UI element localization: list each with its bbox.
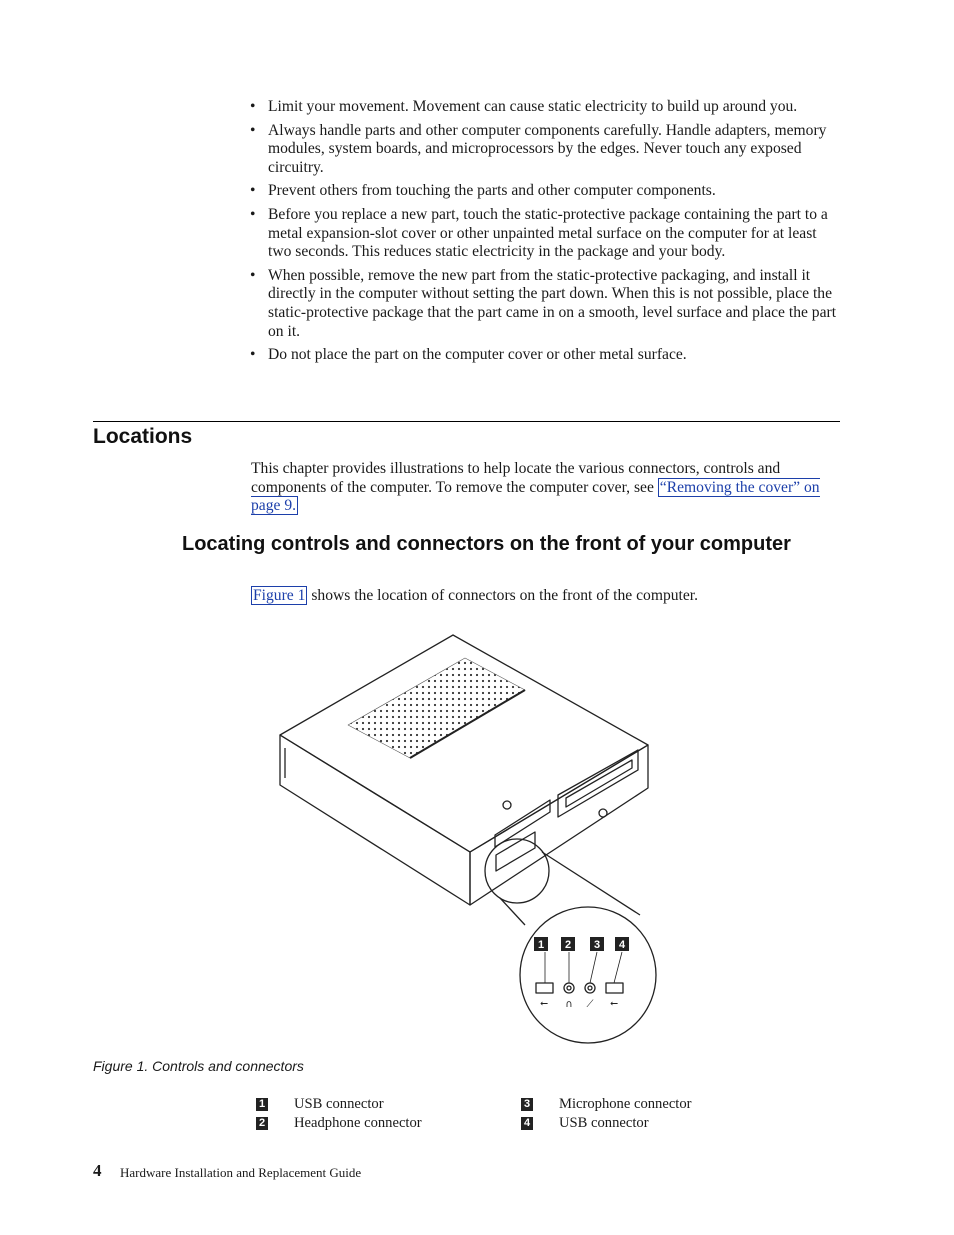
callout-2: 2 — [564, 939, 572, 951]
callout-4: 4 — [618, 939, 626, 951]
legend-number: 2 — [256, 1117, 268, 1130]
usb-symbol-icon: ⭠ — [540, 998, 548, 1009]
microphone-symbol-icon: ⟋ — [586, 999, 594, 1010]
front-port-bay — [496, 832, 535, 871]
list-item: • Before you replace a new part, touch the static-protective package containing the part to a metal expansion-slot cover or other unpainted metal surface on the computer for at least two seconds. This reduces static electricity in the package and your body. — [250, 206, 842, 262]
legend-item — [256, 1114, 422, 1132]
legend-number: 3 — [521, 1098, 533, 1111]
magnified-port-panel — [520, 907, 656, 1043]
intro-text: This chapter provides illustrations to help locate the various connectors, controls and components of the computer. To remove the computer cover, see — [251, 460, 781, 496]
callout-1: 1 — [537, 939, 545, 951]
legend-item — [256, 1095, 384, 1113]
locations-heading: Locations — [93, 425, 193, 448]
usb-icon — [606, 983, 623, 993]
legend-label: USB connector — [294, 1096, 384, 1112]
legend-item — [521, 1114, 649, 1132]
locations-intro — [251, 460, 831, 516]
precautions-list — [250, 98, 842, 370]
microphone-icon — [585, 983, 595, 993]
legend-item — [521, 1095, 692, 1113]
legend-label: USB connector — [559, 1115, 649, 1131]
section-divider — [93, 421, 840, 422]
case-front — [470, 745, 648, 905]
callout-3: 3 — [593, 939, 601, 951]
legend-number: 4 — [521, 1117, 533, 1130]
case-side — [280, 735, 470, 905]
front-section-text: shows the location of connectors on the front of the computer. — [311, 587, 699, 604]
computer-front-illustration — [270, 630, 660, 1050]
list-item: • Limit your movement. Movement can cause static electricity to build up around you. — [250, 98, 842, 117]
headphone-symbol-icon: ∩ — [565, 999, 573, 1010]
figure-1-link[interactable]: Figure 1 — [253, 587, 306, 604]
list-item: • Prevent others from touching the parts and other computer components. — [250, 182, 842, 201]
front-section-heading: Locating controls and connectors on the front of your computer — [182, 533, 791, 555]
legend-number: 1 — [256, 1098, 268, 1111]
figure-caption: Figure 1. Controls and connectors — [93, 1058, 304, 1074]
legend-label: Headphone connector — [294, 1115, 422, 1131]
list-item: • Do not place the part on the computer cover or other metal surface. — [250, 346, 842, 365]
front-section-intro — [251, 587, 831, 606]
footer-title: Hardware Installation and Replacement Guide — [120, 1165, 362, 1180]
page-number: 4 — [93, 1161, 102, 1180]
headphone-icon — [564, 983, 574, 993]
legend-label: Microphone connector — [559, 1096, 692, 1112]
usb-symbol-icon: ⭠ — [610, 998, 618, 1009]
usb-icon — [536, 983, 553, 993]
list-item: • When possible, remove the new part from the static-protective packaging, and install it directly in the computer without setting the part down. When this is not possible, place the static-protective package that the part came in on a smooth, level surface and place the part on it. — [250, 267, 842, 341]
list-item: • Always handle parts and other computer components carefully. Handle adapters, memory modules, system boards, and microprocessors by the edges. Never touch any exposed circuitry. — [250, 122, 842, 178]
removing-cover-link[interactable]: “Removing the cover” on page 9. — [251, 478, 820, 515]
optical-drive — [558, 750, 638, 817]
